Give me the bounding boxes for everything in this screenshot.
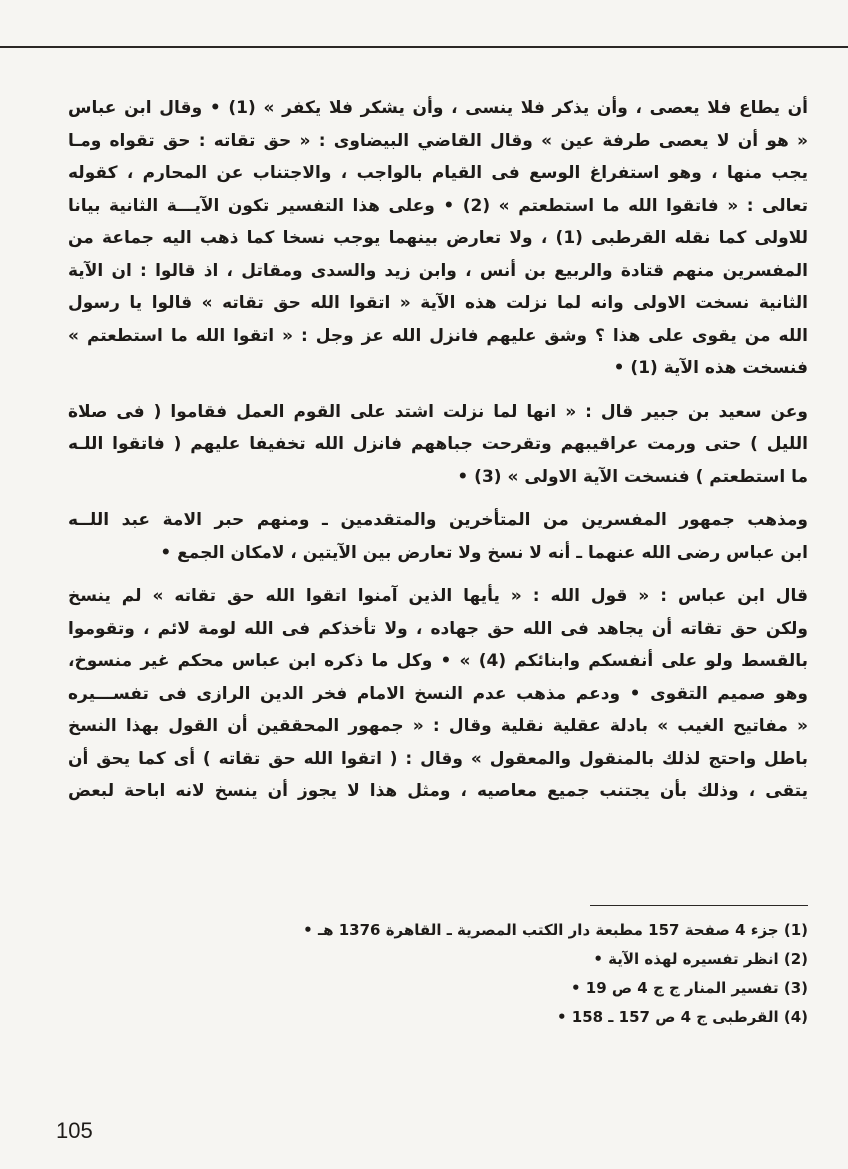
- text-line: الليل ) حتى ورمت عراقيبهم وتقرحت جباههم فانزل الله تخفيفا عليهم ( فاتقوا اللـه: [68, 434, 808, 454]
- footnote: (2) انظر تفسيره لهذه الآية •: [593, 950, 808, 968]
- text-line: يجب منها ، وهو استفراغ الوسع فى القيام بالواجب ، والاجتناب عن المحارم ، كقوله: [68, 163, 808, 183]
- footnote: (3) تفسير المنار ج ج 4 ص 19 •: [570, 979, 808, 997]
- footnote-separator: [590, 905, 808, 906]
- text-line: ومذهب جمهور المفسرين من المتأخرين والمتقدمين ـ ومنهم حبر الامة عبد اللــه: [68, 510, 808, 530]
- text-line: وهو صميم التقوى • ودعم مذهب عدم النسخ الامام فخر الدين الرازى فى تفســـيره: [68, 683, 808, 704]
- text-line: وعن سعيد بن جبير قال : « انها لما نزلت اشتد على القوم العمل فقاموا ( فى صلاة: [68, 401, 808, 422]
- text-line: ابن عباس رضى الله عنهما ـ أنه لا نسخ ولا تعارض بين الآيتين ، لامكان الجمع •: [160, 542, 808, 563]
- text-line: الثانية نسخت الاولى وانه لما نزلت هذه الآية « اتقوا الله حق تقاته » قالوا يا رسول: [68, 293, 808, 313]
- text-line: أن يطاع فلا يعصى ، وأن يذكر فلا ينسى ، وأن يشكر فلا يكفر » (1) • وقال ابن عباس: [68, 98, 808, 118]
- top-rule: [0, 46, 848, 48]
- paragraph-2: [68, 396, 808, 494]
- text-line: قال ابن عباس : « قول الله : « يأيها الذين آمنوا اتقوا الله حق تقاته » لم ينسخ: [68, 586, 808, 606]
- body-text: [68, 92, 808, 808]
- footnote: (4) القرطبى ج 4 ص 157 ـ 158 •: [556, 1008, 808, 1026]
- text-line: المفسرين منهم قتادة والربيع بن أنس ، وابن زيد والسدى ومقاتل ، اذ قالوا : ان الآية: [68, 260, 808, 281]
- page-number: 105: [56, 1118, 93, 1143]
- text-line: يتقى ، وذلك بأن يجتنب جميع معاصيه ، ومثل هذا لا يجوز أن ينسخ لانه اباحة لبعض: [68, 781, 808, 801]
- paragraph-4: [68, 580, 808, 808]
- text-line: الله من يقوى على هذا ؟ وشق عليهم فانزل الله عز وجل : « اتقوا الله ما استطعتم »: [68, 325, 808, 346]
- text-line: ما استطعتم ) فنسخت الآية الاولى » (3) •: [457, 466, 808, 487]
- text-line: تعالى : « فاتقوا الله ما استطعتم » (2) • وعلى هذا التفسير تكون الآيـــة الثانية بيانا: [68, 195, 808, 216]
- footnotes: [108, 916, 808, 1032]
- text-line: باطل واحتج لذلك بالمنقول والمعقول » وقال : ( اتقوا الله حق تقاته ) أى كما يحق أن: [68, 748, 808, 769]
- text-line: « مفاتيح الغيب » بادلة عقلية نقلية وقال : « جمهور المحققين أن القول بهذا النسخ: [68, 716, 808, 736]
- paragraph-3: [68, 504, 808, 569]
- text-line: للاولى كما نقله القرطبى (1) ، ولا تعارض بينهما يوجب نسخا كما ذهب اليه جماعة من: [68, 228, 809, 248]
- footnote: (1) جزء 4 صفحة 157 مطبعة دار الكتب المصرية ـ القاهرة 1376 هـ •: [303, 921, 808, 939]
- paragraph-1: [68, 92, 808, 385]
- text-line: « هو أن لا يعصى طرفة عين » وقال القاضي البيضاوى : « حق تقاته : حق تقواه ومـا: [68, 130, 808, 151]
- text-line: بالقسط ولو على أنفسكم وابنائكم (4) » • وكل ما ذكره ابن عباس محكم غير منسوخ،: [68, 651, 809, 671]
- text-line: فنسخت هذه الآية (1) •: [613, 358, 808, 378]
- text-line: ولكن حق تقاته أن يجاهد فى الله حق جهاده ، ولا تأخذكم فى الله لومة لائم ، وتقوموا: [68, 618, 808, 639]
